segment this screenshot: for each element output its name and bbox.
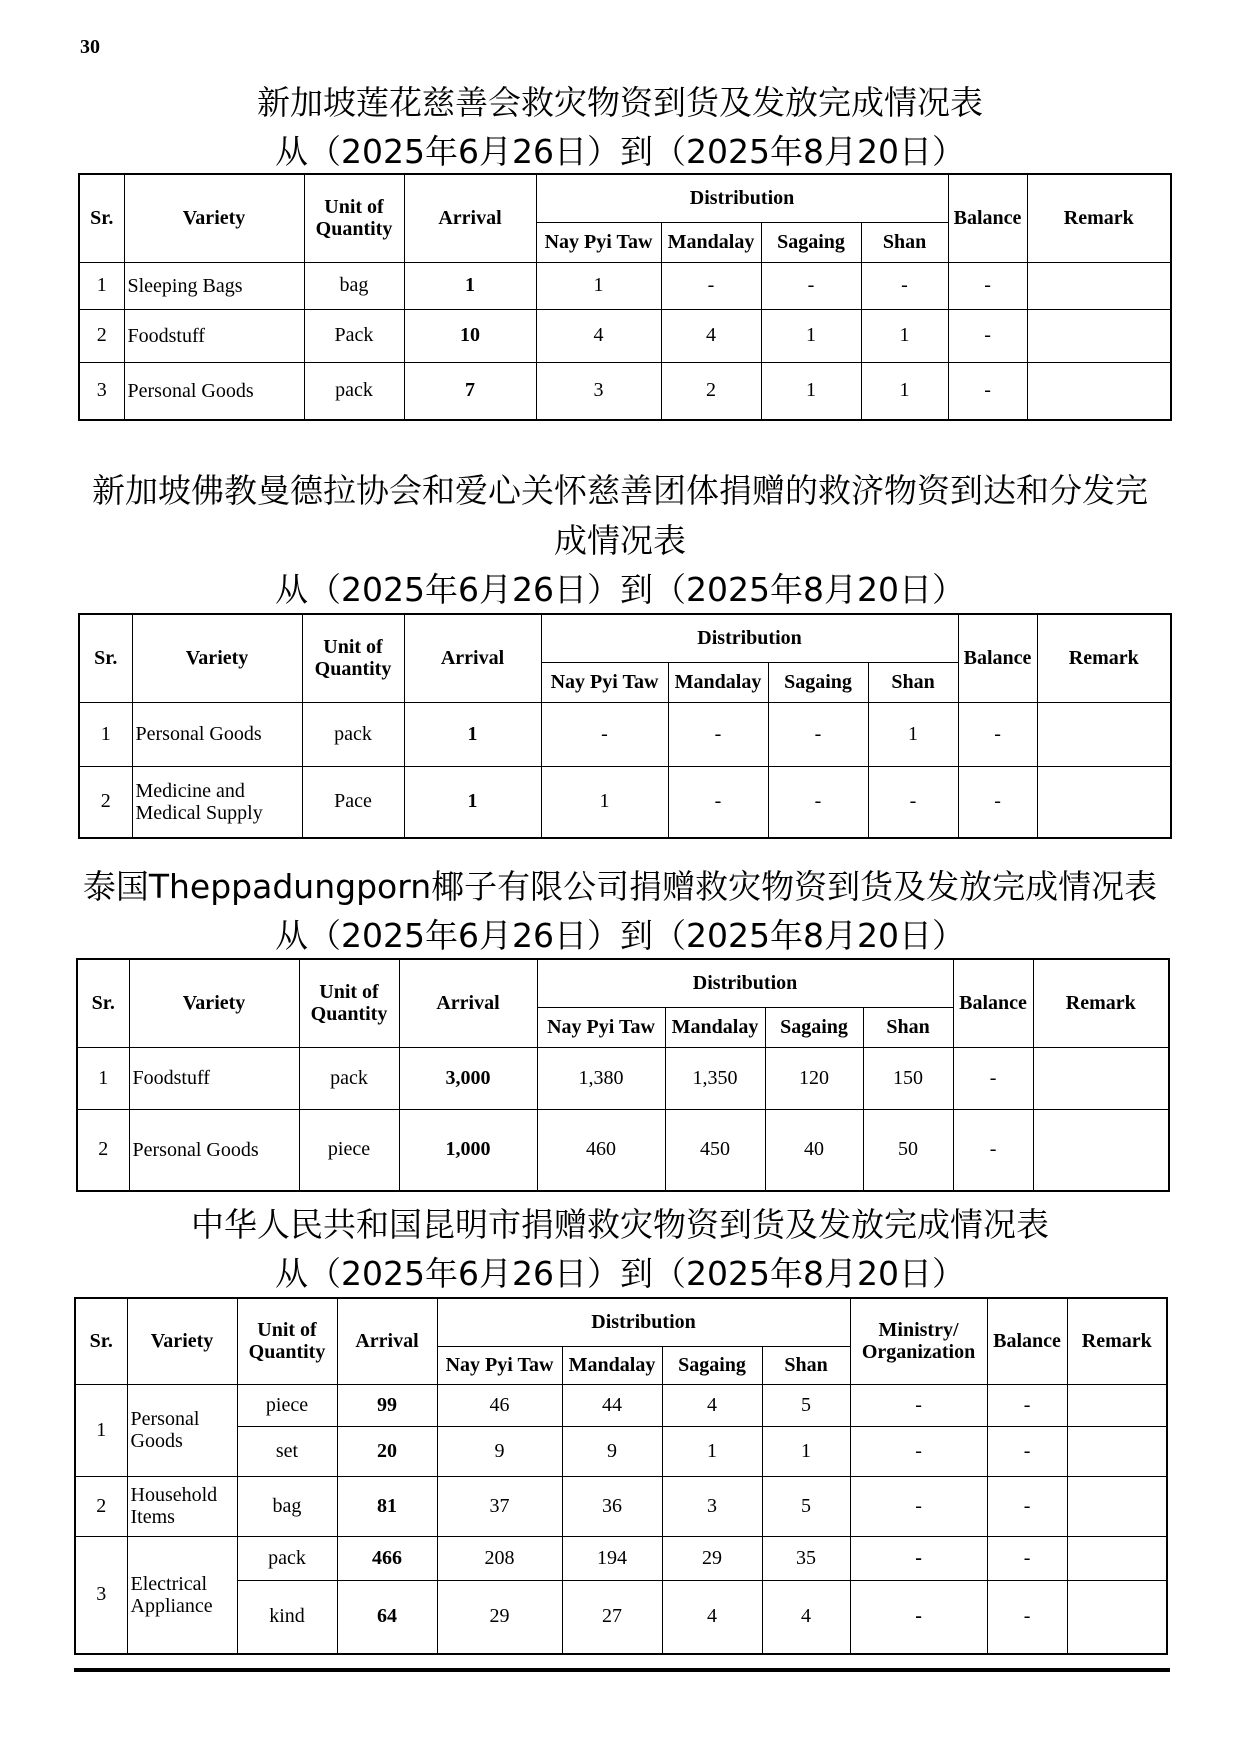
- cell-arrival: 1,000: [399, 1109, 537, 1191]
- cell-remark: [1067, 1476, 1167, 1536]
- cell-mandalay: -: [668, 766, 768, 838]
- cell-ministry: -: [850, 1580, 987, 1654]
- cell-nay-pyi-taw: 37: [437, 1476, 562, 1536]
- page-number: 30: [80, 36, 100, 58]
- relief-table-1: [78, 173, 1172, 421]
- cell-arrival: 99: [337, 1384, 437, 1426]
- cell-remark: [1067, 1426, 1167, 1476]
- header-ministry: Ministry/ Organization: [850, 1298, 987, 1384]
- table-row: [79, 702, 1171, 766]
- cell-variety: Electrical Appliance: [127, 1536, 237, 1654]
- cell-balance: -: [987, 1384, 1067, 1426]
- header-nay-pyi-taw: Nay Pyi Taw: [536, 222, 661, 262]
- cell-balance: -: [958, 766, 1037, 838]
- cell-sr: 1: [75, 1384, 127, 1476]
- header-balance: Balance: [948, 174, 1027, 262]
- cell-balance: -: [987, 1536, 1067, 1580]
- cell-remark: [1037, 766, 1171, 838]
- table-title: 泰国Theppadungporn椰子有限公司捐赠救灾物资到货及发放完成情况表: [82, 867, 1158, 906]
- cell-arrival: 466: [337, 1536, 437, 1580]
- cell-unit: bag: [237, 1476, 337, 1536]
- cell-shan: 5: [762, 1476, 850, 1536]
- cell-balance: -: [958, 702, 1037, 766]
- cell-arrival: 1: [404, 262, 536, 309]
- cell-ministry: -: [850, 1476, 987, 1536]
- table-row: [77, 1109, 1169, 1191]
- header-distribution: Distribution: [437, 1298, 850, 1346]
- cell-sagaing: 29: [662, 1536, 762, 1580]
- header-sagaing: Sagaing: [765, 1007, 863, 1047]
- header-sr: Sr.: [79, 614, 132, 702]
- header-shan: Shan: [863, 1007, 953, 1047]
- table-title: 新加坡莲花慈善会救灾物资到货及发放完成情况表: [257, 83, 983, 122]
- cell-nay-pyi-taw: 208: [437, 1536, 562, 1580]
- cell-mandalay: -: [661, 262, 761, 309]
- relief-table-2: [78, 613, 1172, 839]
- cell-unit: set: [237, 1426, 337, 1476]
- cell-variety: Personal Goods: [129, 1109, 299, 1191]
- cell-shan: 1: [762, 1426, 850, 1476]
- header-remark: Remark: [1067, 1298, 1167, 1384]
- cell-sagaing: 1: [662, 1426, 762, 1476]
- header-sr: Sr.: [79, 174, 124, 262]
- cell-balance: -: [948, 262, 1027, 309]
- cell-shan: 1: [861, 362, 948, 420]
- relief-table-4: [74, 1297, 1168, 1655]
- cell-mandalay: 4: [661, 309, 761, 362]
- cell-remark: [1037, 702, 1171, 766]
- cell-balance: -: [987, 1476, 1067, 1536]
- cell-shan: 4: [762, 1580, 850, 1654]
- cell-arrival: 10: [404, 309, 536, 362]
- header-unit: Unit of Quantity: [304, 174, 404, 262]
- cell-shan: 35: [762, 1536, 850, 1580]
- cell-variety: Personal Goods: [127, 1384, 237, 1476]
- cell-remark: [1067, 1580, 1167, 1654]
- cell-sagaing: 3: [662, 1476, 762, 1536]
- cell-nay-pyi-taw: 1: [536, 262, 661, 309]
- header-remark: Remark: [1027, 174, 1171, 262]
- cell-unit: kind: [237, 1580, 337, 1654]
- cell-sagaing: -: [768, 702, 868, 766]
- header-sr: Sr.: [77, 959, 129, 1047]
- cell-balance: -: [948, 362, 1027, 420]
- cell-mandalay: 1,350: [665, 1047, 765, 1109]
- table-row: [79, 766, 1171, 838]
- cell-unit: Pace: [302, 766, 404, 838]
- cell-nay-pyi-taw: 1: [541, 766, 668, 838]
- cell-sagaing: -: [768, 766, 868, 838]
- cell-sr: 3: [79, 362, 124, 420]
- section-4-heading: [0, 1200, 1240, 1298]
- table-title: 新加坡佛教曼德拉协会和爱心关怀慈善团体捐赠的救济物资到达和分发完: [92, 471, 1148, 510]
- header-unit: Unit of Quantity: [237, 1298, 337, 1384]
- cell-shan: -: [861, 262, 948, 309]
- table-period: 从（2025年6月26日）到（2025年8月20日）: [275, 132, 965, 171]
- header-nay-pyi-taw: Nay Pyi Taw: [541, 662, 668, 702]
- cell-sr: 2: [79, 766, 132, 838]
- header-remark: Remark: [1033, 959, 1169, 1047]
- cell-arrival: 81: [337, 1476, 437, 1536]
- relief-table-3: [76, 958, 1170, 1192]
- cell-mandalay: 2: [661, 362, 761, 420]
- cell-sr: 1: [79, 702, 132, 766]
- cell-unit: pack: [304, 362, 404, 420]
- cell-nay-pyi-taw: 4: [536, 309, 661, 362]
- cell-nay-pyi-taw: -: [541, 702, 668, 766]
- cell-shan: 150: [863, 1047, 953, 1109]
- cell-balance: -: [953, 1109, 1033, 1191]
- header-mandalay: Mandalay: [665, 1007, 765, 1047]
- cell-nay-pyi-taw: 1,380: [537, 1047, 665, 1109]
- header-nay-pyi-taw: Nay Pyi Taw: [537, 1007, 665, 1047]
- cell-unit: pack: [299, 1047, 399, 1109]
- cell-sagaing: 4: [662, 1384, 762, 1426]
- cell-sr: 2: [75, 1476, 127, 1536]
- cell-sr: 2: [77, 1109, 129, 1191]
- cell-mandalay: 194: [562, 1536, 662, 1580]
- header-shan: Shan: [762, 1346, 850, 1384]
- cell-variety: Personal Goods: [124, 362, 304, 420]
- cell-variety: Sleeping Bags: [124, 262, 304, 309]
- header-unit: Unit of Quantity: [299, 959, 399, 1047]
- table-period: 从（2025年6月26日）到（2025年8月20日）: [275, 1254, 965, 1293]
- cell-shan: 1: [861, 309, 948, 362]
- cell-sr: 1: [77, 1047, 129, 1109]
- table-period: 从（2025年6月26日）到（2025年8月20日）: [275, 916, 965, 955]
- cell-nay-pyi-taw: 9: [437, 1426, 562, 1476]
- table-row: [77, 1047, 1169, 1109]
- table-row: [79, 362, 1171, 420]
- cell-shan: 5: [762, 1384, 850, 1426]
- cell-ministry: -: [850, 1426, 987, 1476]
- header-shan: Shan: [868, 662, 958, 702]
- table-row: [75, 1536, 1167, 1580]
- cell-balance: -: [987, 1426, 1067, 1476]
- cell-sagaing: -: [761, 262, 861, 309]
- table-row: [79, 262, 1171, 309]
- cell-unit: Pack: [304, 309, 404, 362]
- cell-remark: [1027, 362, 1171, 420]
- header-shan: Shan: [861, 222, 948, 262]
- header-distribution: Distribution: [541, 614, 958, 662]
- header-distribution: Distribution: [536, 174, 948, 222]
- header-sr: Sr.: [75, 1298, 127, 1384]
- header-arrival: Arrival: [337, 1298, 437, 1384]
- header-balance: Balance: [958, 614, 1037, 702]
- cell-remark: [1033, 1109, 1169, 1191]
- cell-unit: bag: [304, 262, 404, 309]
- header-distribution: Distribution: [537, 959, 953, 1007]
- header-sagaing: Sagaing: [761, 222, 861, 262]
- cell-shan: 50: [863, 1109, 953, 1191]
- cell-sagaing: 120: [765, 1047, 863, 1109]
- header-arrival: Arrival: [404, 174, 536, 262]
- cell-unit: piece: [237, 1384, 337, 1426]
- header-arrival: Arrival: [399, 959, 537, 1047]
- table-title-line2: 成情况表: [554, 521, 686, 560]
- cell-sagaing: 1: [761, 309, 861, 362]
- header-sagaing: Sagaing: [768, 662, 868, 702]
- header-arrival: Arrival: [404, 614, 541, 702]
- table-title: 中华人民共和国昆明市捐赠救灾物资到货及发放完成情况表: [191, 1205, 1049, 1244]
- cell-arrival: 20: [337, 1426, 437, 1476]
- cell-arrival: 3,000: [399, 1047, 537, 1109]
- table-period: 从（2025年6月26日）到（2025年8月20日）: [275, 570, 965, 609]
- cell-sagaing: 1: [761, 362, 861, 420]
- cell-sr: 2: [79, 309, 124, 362]
- cell-arrival: 64: [337, 1580, 437, 1654]
- header-mandalay: Mandalay: [562, 1346, 662, 1384]
- cell-mandalay: 450: [665, 1109, 765, 1191]
- cell-remark: [1033, 1047, 1169, 1109]
- cell-remark: [1067, 1536, 1167, 1580]
- cell-arrival: 1: [404, 766, 541, 838]
- cell-unit: pack: [302, 702, 404, 766]
- cell-nay-pyi-taw: 46: [437, 1384, 562, 1426]
- cell-mandalay: -: [668, 702, 768, 766]
- table-row: [75, 1580, 1167, 1654]
- cell-sr: 3: [75, 1536, 127, 1654]
- cell-ministry: -: [850, 1536, 987, 1580]
- footer-rule: [74, 1668, 1170, 1672]
- cell-balance: -: [987, 1580, 1067, 1654]
- header-variety: Variety: [127, 1298, 237, 1384]
- header-variety: Variety: [132, 614, 302, 702]
- header-variety: Variety: [124, 174, 304, 262]
- table-row: [75, 1384, 1167, 1426]
- cell-ministry: -: [850, 1384, 987, 1426]
- cell-nay-pyi-taw: 29: [437, 1580, 562, 1654]
- header-mandalay: Mandalay: [668, 662, 768, 702]
- header-nay-pyi-taw: Nay Pyi Taw: [437, 1346, 562, 1384]
- cell-arrival: 7: [404, 362, 536, 420]
- cell-variety: Medicine and Medical Supply: [132, 766, 302, 838]
- header-balance: Balance: [987, 1298, 1067, 1384]
- section-3-heading: [0, 862, 1240, 960]
- section-1-heading: [0, 78, 1240, 176]
- header-remark: Remark: [1037, 614, 1171, 702]
- cell-balance: -: [953, 1047, 1033, 1109]
- cell-shan: -: [868, 766, 958, 838]
- cell-mandalay: 44: [562, 1384, 662, 1426]
- cell-remark: [1027, 309, 1171, 362]
- cell-mandalay: 36: [562, 1476, 662, 1536]
- header-variety: Variety: [129, 959, 299, 1047]
- cell-variety: Personal Goods: [132, 702, 302, 766]
- cell-unit: pack: [237, 1536, 337, 1580]
- cell-arrival: 1: [404, 702, 541, 766]
- cell-sr: 1: [79, 262, 124, 309]
- cell-remark: [1067, 1384, 1167, 1426]
- header-mandalay: Mandalay: [661, 222, 761, 262]
- cell-variety: Foodstuff: [124, 309, 304, 362]
- cell-nay-pyi-taw: 460: [537, 1109, 665, 1191]
- cell-variety: Household Items: [127, 1476, 237, 1536]
- cell-nay-pyi-taw: 3: [536, 362, 661, 420]
- cell-shan: 1: [868, 702, 958, 766]
- header-unit: Unit of Quantity: [302, 614, 404, 702]
- header-balance: Balance: [953, 959, 1033, 1047]
- header-sagaing: Sagaing: [662, 1346, 762, 1384]
- table-row: [79, 309, 1171, 362]
- cell-variety: Foodstuff: [129, 1047, 299, 1109]
- cell-sagaing: 40: [765, 1109, 863, 1191]
- cell-mandalay: 27: [562, 1580, 662, 1654]
- table-row: [75, 1426, 1167, 1476]
- cell-sagaing: 4: [662, 1580, 762, 1654]
- table-row: [75, 1476, 1167, 1536]
- cell-balance: -: [948, 309, 1027, 362]
- section-2-heading: [0, 466, 1240, 614]
- cell-mandalay: 9: [562, 1426, 662, 1476]
- cell-unit: piece: [299, 1109, 399, 1191]
- cell-remark: [1027, 262, 1171, 309]
